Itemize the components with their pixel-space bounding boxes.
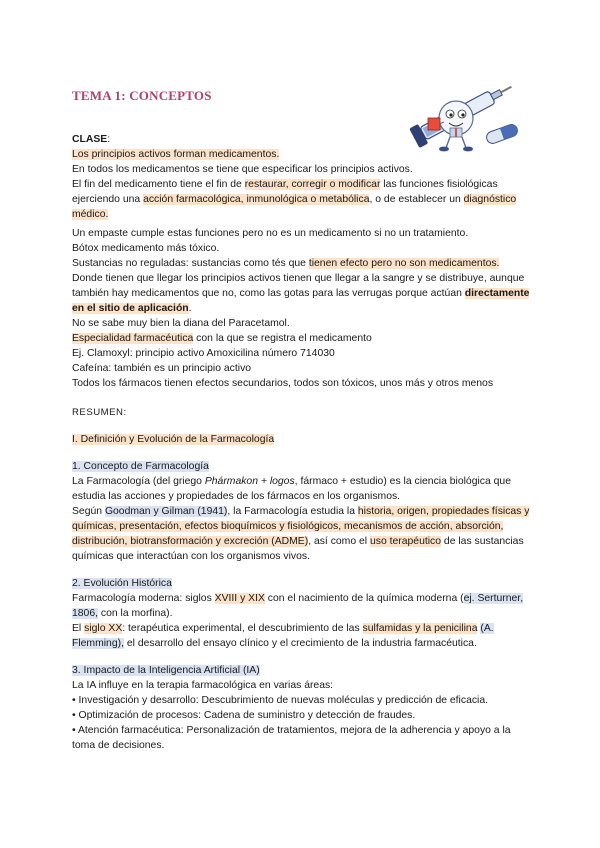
text: : terapéutica experimental, el descubrimiento de las (122, 623, 363, 634)
clase-heading-line (72, 132, 532, 147)
highlight: Especialidad farmacéutica (72, 333, 194, 344)
highlight: sulfamidas y la penicilina (362, 623, 478, 634)
text: las funciones fisiológicas ejerciendo una (72, 179, 498, 205)
highlight: 1. Concepto de Farmacología (72, 461, 209, 472)
clase-line-9 (72, 331, 532, 346)
clase-line-7 (72, 271, 532, 316)
clase-line-12: Todos los fármacos tienen efectos secundarios, todos son tóxicos, unos más y otros menos (72, 378, 494, 389)
highlight: XVIII y XIX (214, 593, 265, 604)
resumen-heading: RESUMEN: (72, 407, 127, 418)
section-2-para-1 (72, 591, 532, 621)
highlight: directamente en el sitio de aplicación (72, 288, 530, 314)
clase-line-11: Cafeína: también es un principio activo (72, 363, 252, 374)
clase-line-5: Bótox medicamento más tóxico. (72, 243, 220, 254)
clase-line-6 (72, 256, 532, 271)
highlight: siglo XX (84, 623, 123, 634)
text: con el nacimiento de la química moderna ( (264, 593, 464, 604)
part-1-heading (72, 432, 532, 447)
clase-line-2: En todos los medicamentos se tiene que especificar los principios activos. (72, 164, 413, 175)
section-3-heading (72, 663, 532, 678)
text: , así como el (308, 536, 370, 547)
section-1-para-1 (72, 474, 532, 504)
highlight: ej. Serturner, 1806, (72, 593, 524, 619)
section-3-bullet-2: • Optimización de procesos: Cadena de suministro y detección de fraudes. (72, 710, 416, 721)
highlight: (A. Flemming), (72, 623, 494, 649)
clase-line-1 (72, 147, 532, 162)
page-title: TEMA 1: CONCEPTOS (72, 88, 212, 103)
text: Según (72, 506, 105, 517)
clase-line-10: Ej. Clamoxyl: principio activo Amoxicilina número 714030 (72, 348, 335, 359)
text: , fármaco + estudio) es la ciencia biológica que estudia las acciones y propiedades de los fármacos en los organismos. (72, 476, 511, 502)
highlight: I. Definición y Evolución de la Farmacología (72, 434, 275, 445)
section-3-bullet-1: • Investigación y desarrollo: Descubrimiento de nuevas moléculas y predicción de eficacia. (72, 695, 489, 706)
text: de las sustancias químicas que interactúan con los organismos vivos. (72, 536, 524, 562)
text: Phármakon + logos (204, 476, 295, 487)
clase-colon: : (107, 134, 111, 145)
section-1-para-2 (72, 504, 532, 564)
highlight: 3. Impacto de la Inteligencia Artificial (IA) (72, 665, 260, 676)
section-1-heading (72, 459, 532, 474)
highlight: restaurar, corregir o modificar (244, 179, 381, 190)
text: El (72, 623, 85, 634)
highlight: Goodman y Gilman (1941) (104, 506, 228, 517)
section-2-heading (72, 576, 532, 591)
section-2-para-2 (72, 621, 532, 651)
clase-line-4: Un empaste cumple estas funciones pero no es un medicamento si no un tratamiento. (72, 228, 469, 239)
document-body (72, 132, 532, 753)
text: Sustancias no reguladas: sustancias como tés que (72, 258, 309, 269)
clase-line-8: No se sabe muy bien la diana del Paracetamol. (72, 318, 290, 329)
clase-heading: CLASE (72, 134, 108, 145)
text: , la Farmacología estudia la (227, 506, 358, 517)
text: El fin del medicamento tiene el fin de (72, 179, 245, 190)
highlight: diagnóstico médico. (72, 194, 517, 220)
highlight: historia, origen, propiedades físicas y químicas, presentación, efectos bioquímicos y fisiológicos, mecanismos de acción, absorción, distribución, biotransformación y excreción (ADME) (72, 506, 530, 547)
text: con la que se registra el medicamento (193, 333, 372, 344)
text: Farmacología moderna: siglos (72, 593, 215, 604)
section-3-intro: La IA influye en la terapia farmacológica en varias áreas: (72, 680, 334, 691)
text: , o de establecer un (369, 194, 464, 205)
text: con la morfina). (98, 608, 173, 619)
highlight: acción farmacológica, inmunológica o metabólica (143, 194, 370, 205)
highlight: tienen efecto pero no son medicamentos. (308, 258, 500, 269)
highlight: uso terapéutico (369, 536, 442, 547)
text: La Farmacología (del griego (72, 476, 205, 487)
text: el desarrollo del ensayo clínico y el crecimiento de la industria farmacéutica. (123, 638, 477, 649)
section-3-bullet-3: • Atención farmacéutica: Personalización de tratamientos, mejora de la adherencia y apoyo a la toma de decisiones. (72, 725, 511, 751)
text: . (188, 303, 192, 314)
highlight: Los principios activos forman medicamentos. (72, 149, 280, 160)
clase-line-3 (72, 177, 532, 222)
highlight: 2. Evolución Histórica (72, 578, 172, 589)
text: Donde tienen que llegar los principios activos tienen que llegar a la sangre y se distribuye, aunque también hay medicamentos que no, como las gotas para las verrugas porque actúan (72, 273, 525, 299)
